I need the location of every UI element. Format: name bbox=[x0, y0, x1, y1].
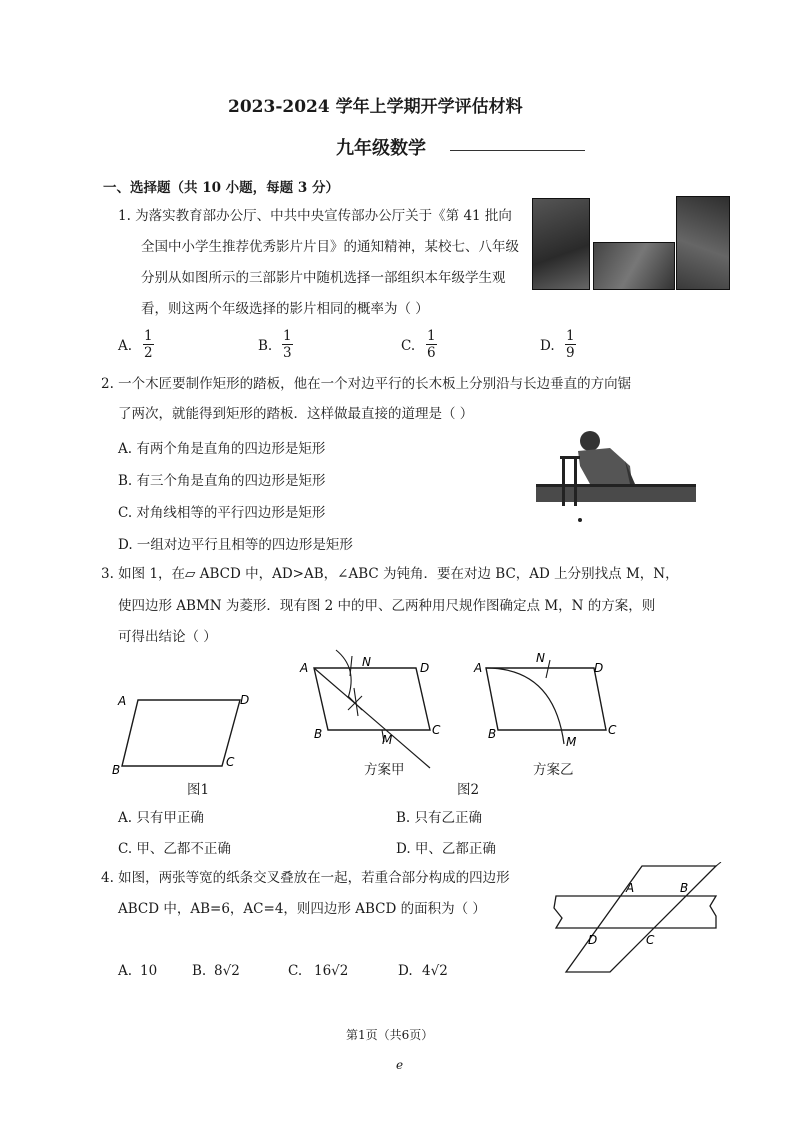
q1-option-d-fraction bbox=[565, 328, 576, 361]
svg-text:C: C bbox=[646, 933, 655, 947]
q3-plan-b-caption: 方案乙 bbox=[533, 762, 574, 778]
q4-option-b-label: B. bbox=[192, 963, 207, 979]
svg-text:N: N bbox=[362, 655, 371, 669]
q3-line-3: 可得出结论（ ） bbox=[118, 629, 217, 645]
svg-text:A: A bbox=[300, 661, 309, 675]
svg-text:M: M bbox=[566, 735, 577, 749]
q2-line-1: 2. 一个木匠要制作矩形的踏板，他在一个对边平行的长木板上分别沿与长边垂直的方向锯 bbox=[101, 376, 632, 392]
q2-line-2: 了两次，就能得到矩形的踏板．这样做最直接的道理是（ ） bbox=[118, 406, 474, 422]
q1-line-3: 分别从如图所示的三部影片中随机选择一部组织本年级学生观 bbox=[141, 270, 506, 286]
svg-text:B: B bbox=[112, 763, 121, 777]
svg-text:C: C bbox=[432, 723, 441, 737]
q1-line-2: 全国中小学生推荐优秀影片片目》的通知精神，某校七、八年级 bbox=[141, 239, 519, 255]
q3-option-c: C. 甲、乙都不正确 bbox=[118, 841, 231, 857]
q4-option-a-value: 10 bbox=[140, 963, 158, 979]
q1-option-d-label: D. bbox=[540, 338, 555, 354]
q4-option-d-label: D. bbox=[398, 963, 413, 979]
name-underline bbox=[450, 150, 585, 151]
q3-option-a: A. 只有甲正确 bbox=[118, 810, 204, 826]
q4-option-c-value: 16√2 bbox=[314, 963, 349, 979]
q3-fig1-caption: 图1 bbox=[187, 782, 210, 798]
q1-option-c-label: C. bbox=[401, 338, 416, 354]
q2-option-d: D. 一组对边平行且相等的四边形是矩形 bbox=[118, 537, 353, 553]
q1-option-c-num: 1 bbox=[427, 328, 436, 344]
q2-option-c: C. 对角线相等的平行四边形是矩形 bbox=[118, 505, 326, 521]
movie-poster-2 bbox=[593, 242, 675, 290]
svg-text:B: B bbox=[488, 727, 497, 741]
q2-option-b: B. 有三个角是直角的四边形是矩形 bbox=[118, 473, 326, 489]
q1-option-a-label: A. bbox=[118, 338, 133, 354]
svg-text:A: A bbox=[474, 661, 483, 675]
q3-plan-a-figure bbox=[296, 648, 446, 772]
svg-text:N: N bbox=[536, 651, 545, 665]
svg-text:M: M bbox=[382, 733, 393, 747]
q3-line-2: 使四边形 ABMN 为菱形．现有图 2 中的甲、乙两种用尺规作图确定点 M，N 的方案，则 bbox=[118, 598, 656, 614]
q4-option-c-label: C. bbox=[288, 963, 303, 979]
q4-option-a-label: A. bbox=[118, 963, 133, 979]
carpenter-illustration bbox=[530, 426, 700, 526]
q1-option-b-den: 3 bbox=[283, 345, 292, 361]
svg-text:C: C bbox=[608, 723, 617, 737]
svg-text:A: A bbox=[118, 694, 127, 708]
q1-option-b-fraction bbox=[282, 328, 293, 361]
q3-option-b: B. 只有乙正确 bbox=[396, 810, 483, 826]
q1-option-b-label: B. bbox=[258, 338, 273, 354]
subject-title: 九年级数学 bbox=[336, 138, 426, 159]
q1-option-a-den: 2 bbox=[144, 345, 153, 361]
svg-text:D: D bbox=[588, 933, 598, 947]
svg-text:B: B bbox=[680, 881, 689, 895]
q1-line-1: 1. 为落实教育部办公厅、中共中央宣传部办公厅关于《第 41 批向 bbox=[118, 208, 512, 224]
svg-text:B: B bbox=[314, 727, 323, 741]
svg-text:D: D bbox=[240, 693, 250, 707]
q4-paper-strips-figure bbox=[546, 862, 726, 978]
q1-option-a-fraction bbox=[143, 328, 154, 361]
movie-poster-1 bbox=[532, 198, 590, 290]
q1-line-4: 看，则这两个年级选择的影片相同的概率为（ ） bbox=[141, 301, 429, 317]
q3-fig2-caption: 图2 bbox=[457, 782, 480, 798]
svg-text:D: D bbox=[420, 661, 430, 675]
svg-text:D: D bbox=[594, 661, 604, 675]
q1-option-d-den: 9 bbox=[566, 345, 575, 361]
q4-line-2: ABCD 中，AB=6，AC=4，则四边形 ABCD 的面积为（ ） bbox=[118, 901, 486, 917]
page-number: 第1页（共6页） bbox=[346, 1028, 434, 1042]
q4-option-b-value: 8√2 bbox=[214, 963, 240, 979]
section-heading: 一、选择题（共 10 小题，每题 3 分） bbox=[103, 180, 339, 196]
q1-option-b-num: 1 bbox=[283, 328, 292, 344]
q4-option-d-value: 4√2 bbox=[422, 963, 448, 979]
svg-text:A: A bbox=[626, 881, 635, 895]
footer-mark: e bbox=[396, 1058, 404, 1072]
q1-option-c-den: 6 bbox=[427, 345, 436, 361]
q1-option-c-fraction bbox=[426, 328, 437, 361]
q3-line-1: 3. 如图 1，在▱ ABCD 中，AD>AB，∠ABC 为钝角．要在对边 BC，AD 上分别找点 M，N， bbox=[101, 566, 679, 582]
q3-figure-1 bbox=[112, 682, 272, 778]
q1-option-d-num: 1 bbox=[566, 328, 575, 344]
q1-option-a-num: 1 bbox=[144, 328, 153, 344]
q4-line-1: 4. 如图，两张等宽的纸条交叉叠放在一起，若重合部分构成的四边形 bbox=[101, 870, 510, 886]
movie-poster-3 bbox=[676, 196, 730, 290]
q2-option-a: A. 有两个角是直角的四边形是矩形 bbox=[118, 441, 326, 457]
svg-text:C: C bbox=[226, 755, 235, 769]
page-title: 2023-2024 学年上学期开学评估材料 bbox=[228, 97, 523, 117]
q3-plan-b-figure bbox=[472, 648, 632, 772]
q3-plan-a-caption: 方案甲 bbox=[364, 762, 405, 778]
q3-option-d: D. 甲、乙都正确 bbox=[396, 841, 496, 857]
